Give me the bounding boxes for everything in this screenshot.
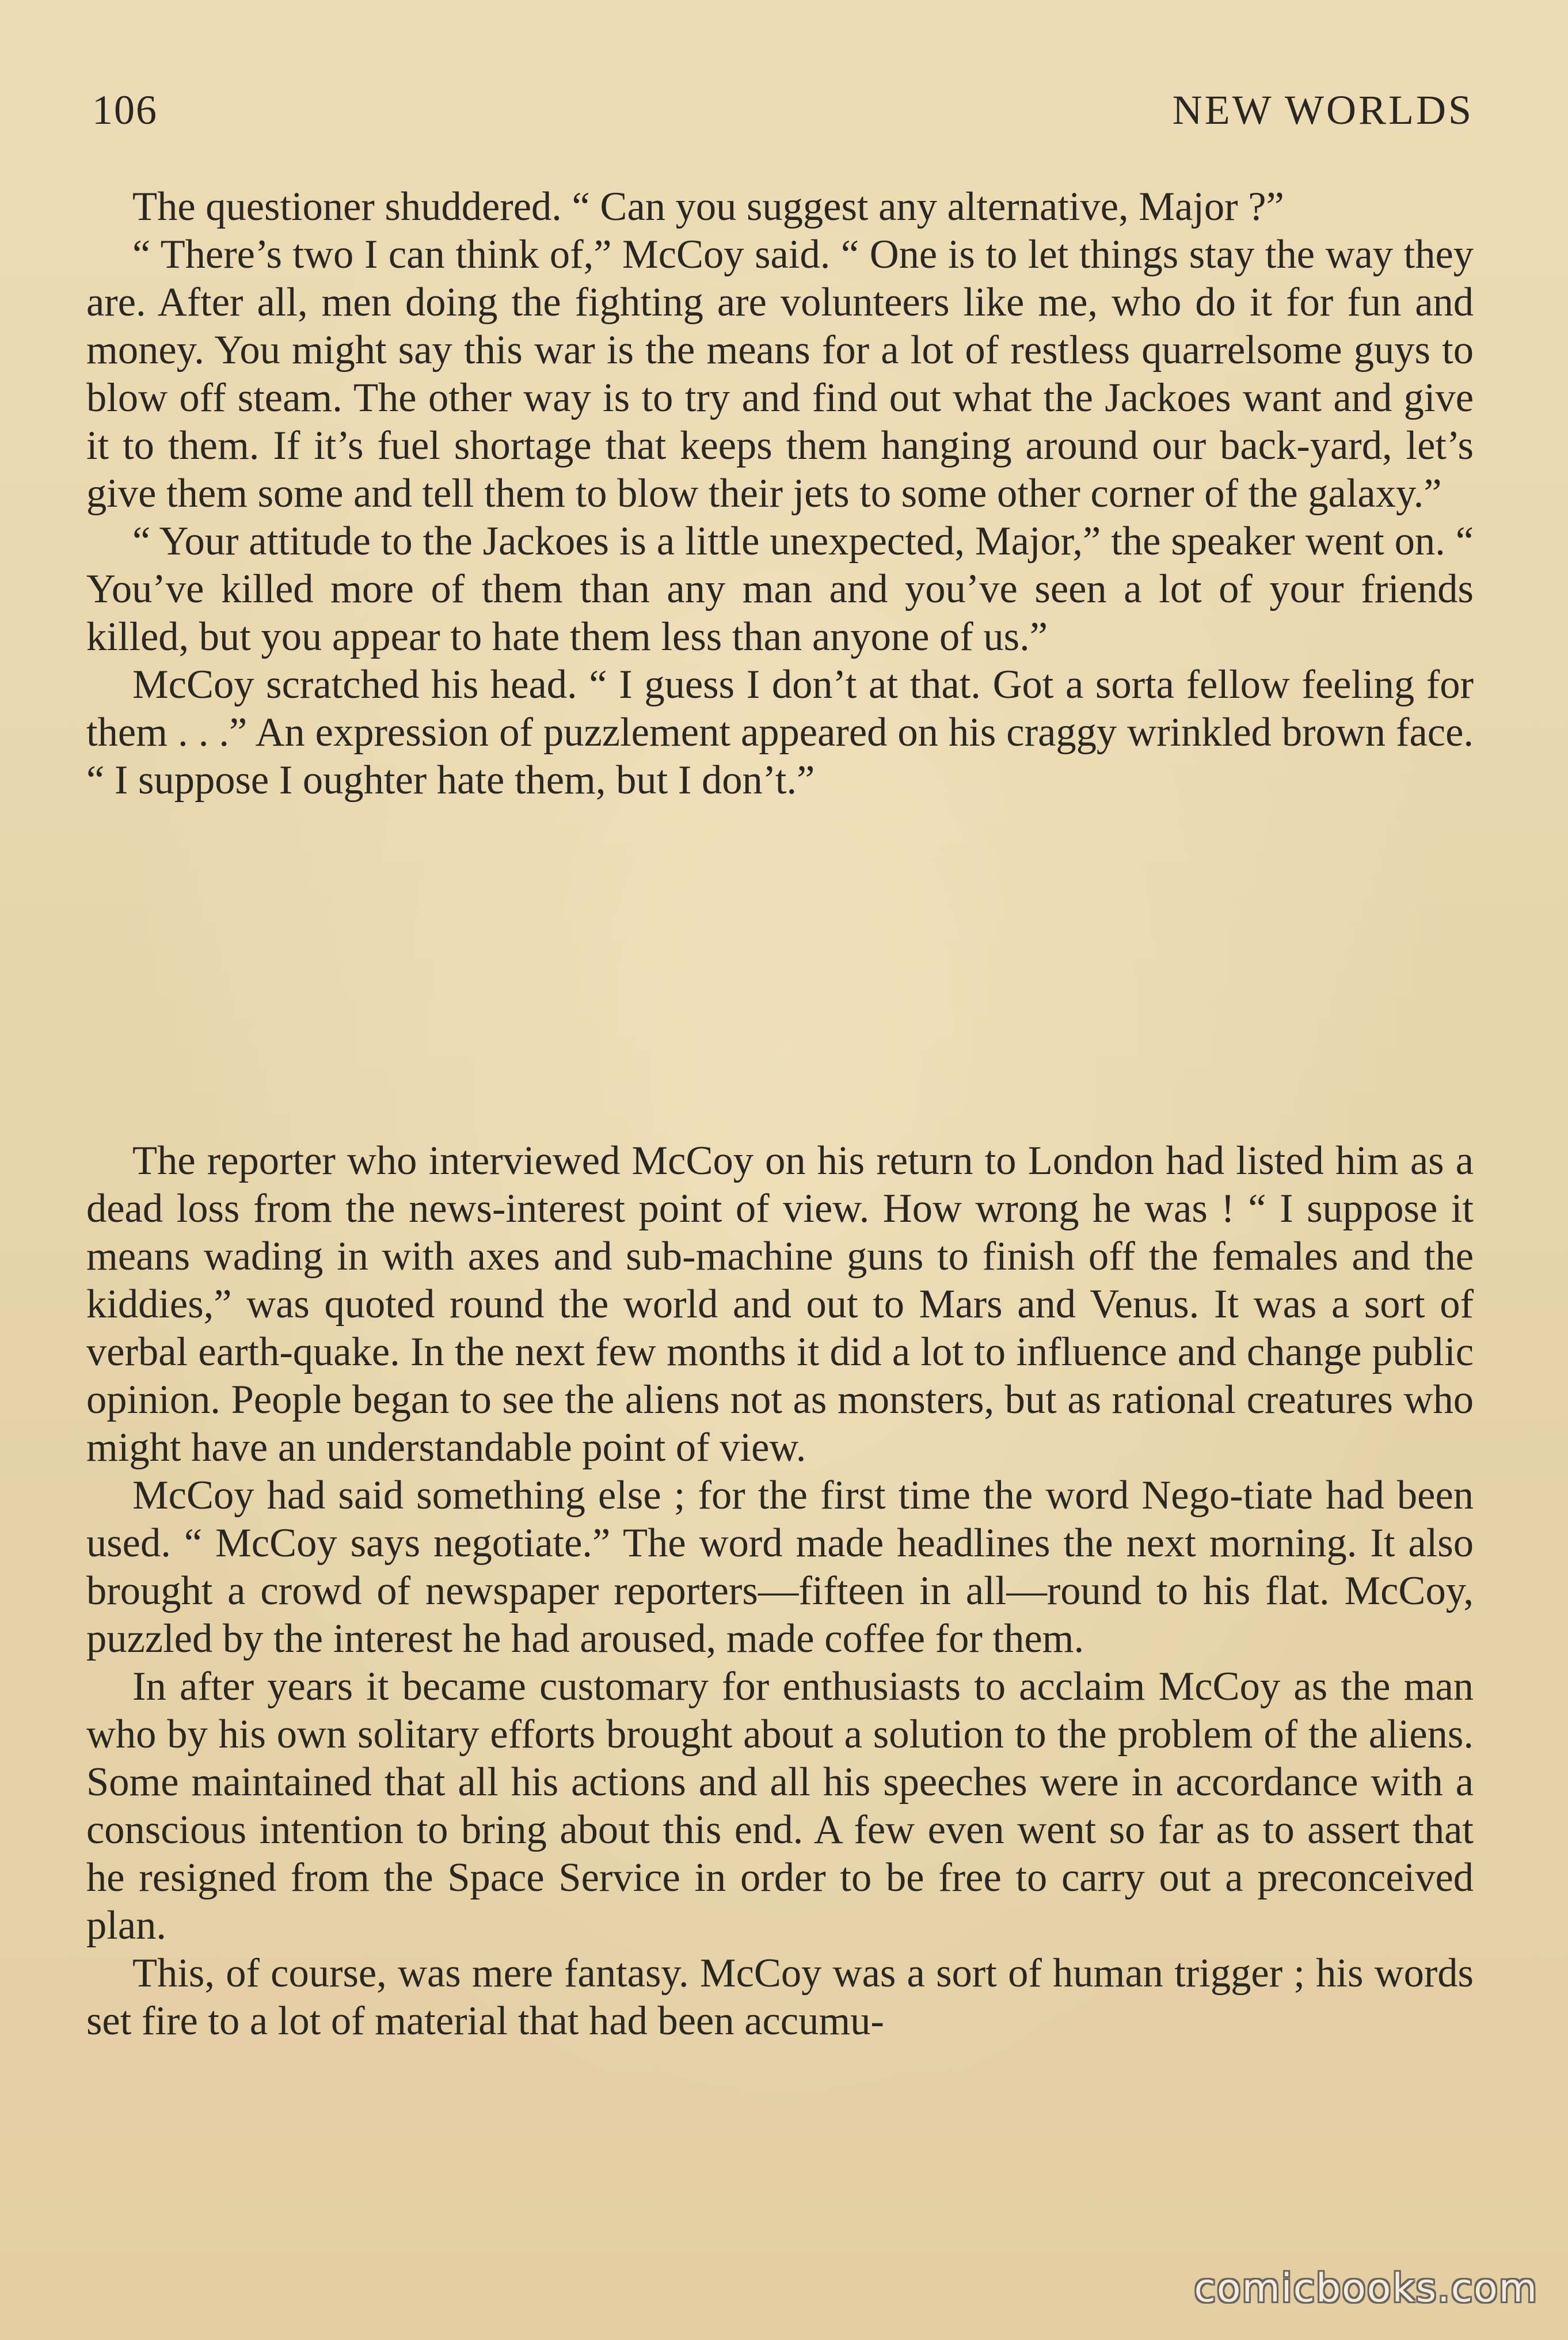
page-number: 106 bbox=[92, 87, 158, 133]
paragraph: This, of course, was mere fantasy. McCoy was a sort of human trigger ; his words set fire to a lot of material that had been accumu- bbox=[86, 1951, 1474, 2043]
paragraph: McCoy had said something else ; for the first time the word Nego-tiate had been used. “ McCoy says negotiate.” The word made headlines the next morning. It also brought a crowd of newspaper reporters—fifteen in all—round to his flat. McCoy, puzzled by the interest he had aroused, made coffee for them. bbox=[86, 1473, 1474, 1661]
watermark: comicbooks.com bbox=[1194, 2266, 1538, 2311]
text-section-dialogue bbox=[86, 183, 1474, 804]
paragraph: “ Your attitude to the Jackoes is a little unexpected, Major,” the speaker went on. “ You’ve killed more of them than any man and you’ve seen a lot of your friends killed, but you appear to hate them less than anyone of us.” bbox=[86, 519, 1474, 659]
paragraph: The questioner shuddered. “ Can you suggest any alternative, Major ?” bbox=[132, 184, 1284, 229]
page-header bbox=[92, 86, 1474, 144]
text-section-narrative bbox=[86, 1137, 1474, 2045]
paragraph: The reporter who interviewed McCoy on his return to London had listed him as a dead loss from the news-interest point of view. How wrong he was ! “ I suppose it means wading in with axes and sub-machine guns to finish off the females and the kiddies,” was quoted round the world and out to Mars and Venus. It was a sort of verbal earth-quake. In the next few months it did a lot to influence and change public opinion. People began to see the aliens not as monsters, but as rational creatures who might have an understandable point of view. bbox=[86, 1138, 1474, 1470]
paragraph: McCoy scratched his head. “ I guess I don’t at that. Got a sorta fellow feeling for them . . .” An expression of puzzlement appeared on his craggy wrinkled brown face. “ I suppose I oughter hate them, but I don’t.” bbox=[86, 662, 1474, 803]
running-head: NEW WORLDS bbox=[1172, 87, 1474, 133]
paragraph: In after years it became customary for enthusiasts to acclaim McCoy as the man who by his own solitary efforts brought about a solution to the problem of the aliens. Some maintained that all his actions and all his speeches were in accordance with a conscious intention to bring about this end. A few even went so far as to assert that he resigned from the Space Service in order to be free to carry out a preconceived plan. bbox=[86, 1664, 1474, 1948]
paragraph: “ There’s two I can think of,” McCoy said. “ One is to let things stay the way they are. After all, men doing the fighting are volunteers like me, who do it for fun and money. You might say this war is the means for a lot of restless quarrelsome guys to blow off steam. The other way is to try and find out what the Jackoes want and give it to them. If it’s fuel shortage that keeps them hanging around our back-yard, let’s give them some and tell them to blow their jets to some other corner of the galaxy.” bbox=[86, 232, 1474, 516]
